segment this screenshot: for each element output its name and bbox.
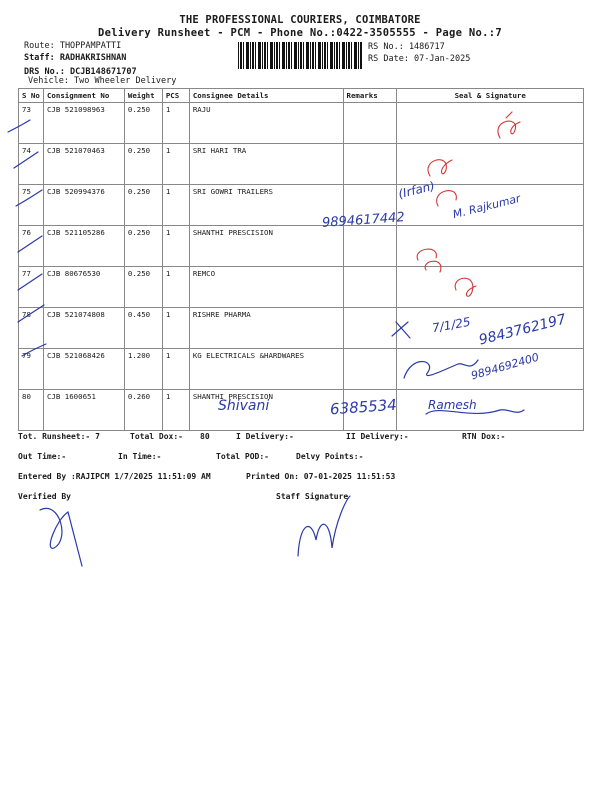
red-scribble xyxy=(428,160,452,176)
col-weight: Weight xyxy=(124,89,162,103)
checkmark xyxy=(18,305,44,322)
route-label: Route: THOPPAMPATTI xyxy=(24,41,122,51)
handwritten-phone-1: 9894617442 xyxy=(321,210,406,231)
handwritten-signature-2: Ramesh xyxy=(428,398,477,412)
printed-on: Printed On: 07-01-2025 11:51:53 xyxy=(246,472,396,481)
cell-consignee: SHANTHI PRESCISION xyxy=(189,226,343,267)
red-scribble xyxy=(498,112,520,138)
cell-sno: 80 xyxy=(19,390,44,431)
entered-by: Entered By :RAJIPCM 1/7/2025 11:51:09 AM xyxy=(18,472,211,481)
cell-consignee: SRI HARI TRA xyxy=(189,144,343,185)
col-seal-signature: Seal & Signature xyxy=(397,89,584,103)
checkmark xyxy=(22,344,46,356)
checkmark xyxy=(18,236,42,252)
cell-pcs: 1 xyxy=(162,390,189,431)
col-pcs: PCS xyxy=(162,89,189,103)
cell-pcs: 1 xyxy=(162,185,189,226)
company-title: THE PROFESSIONAL COURIERS, COIMBATORE xyxy=(179,14,421,26)
cell-pcs: 1 xyxy=(162,144,189,185)
cell-sno: 78 xyxy=(19,308,44,349)
col-sno: S No xyxy=(19,89,44,103)
rtn-dox: RTN Dox:- xyxy=(462,432,506,441)
checkmark xyxy=(8,120,30,132)
cell-consignee: RISHRE PHARMA xyxy=(189,308,343,349)
handwritten-shivani: Shivani xyxy=(218,398,270,414)
cell-sno: 73 xyxy=(19,103,44,144)
cell-sno: 75 xyxy=(19,185,44,226)
cell-pcs: 1 xyxy=(162,226,189,267)
rs-date: RS Date: 07-Jan-2025 xyxy=(368,54,471,64)
cell-consignment: CJB 1600651 xyxy=(43,390,124,431)
cell-pcs: 1 xyxy=(162,349,189,390)
ii-delivery: II Delivery:- xyxy=(346,432,409,441)
cell-consignment: CJB 521098963 xyxy=(43,103,124,144)
checkmark xyxy=(16,190,42,206)
runsheet-subtitle: Delivery Runsheet - PCM - Phone No.:0422-3505555 - Page No.:7 xyxy=(98,27,502,39)
cell-consignment: CJB 521070463 xyxy=(43,144,124,185)
cell-consignee: SRI GOWRI TRAILERS xyxy=(189,185,343,226)
cell-sno: 76 xyxy=(19,226,44,267)
cell-sno: 79 xyxy=(19,349,44,390)
cell-weight: 1.200 xyxy=(124,349,162,390)
staff-signature xyxy=(298,496,350,556)
cell-consignment: CJB 521068426 xyxy=(43,349,124,390)
handwritten-date: 7/1/25 xyxy=(431,314,472,336)
checkmark xyxy=(14,152,38,168)
out-time: Out Time:- xyxy=(18,452,67,461)
col-consignment: Consignment No xyxy=(43,89,124,103)
total-dox-value: 80 xyxy=(200,432,210,441)
handwritten-name-irfan: (Irfan) xyxy=(396,178,437,202)
verified-by-label: Verified By xyxy=(18,492,71,501)
verified-by-signature xyxy=(40,508,82,566)
receiver-signature xyxy=(426,410,524,414)
cell-sno: 74 xyxy=(19,144,44,185)
handwritten-phone-2: 9843762197 xyxy=(477,311,568,349)
cell-weight: 0.450 xyxy=(124,308,162,349)
total-dox-label: Total Dox:- xyxy=(130,432,183,441)
cell-sno: 77 xyxy=(19,267,44,308)
cell-weight: 0.250 xyxy=(124,144,162,185)
cell-consignee: SHANTHI PRESCISION xyxy=(189,390,343,431)
cell-weight: 0.250 xyxy=(124,267,162,308)
cell-weight: 0.250 xyxy=(124,103,162,144)
i-delivery: I Delivery:- xyxy=(236,432,294,441)
rs-number: RS No.: 1486717 xyxy=(368,42,445,52)
cell-consignment: CJB 521105286 xyxy=(43,226,124,267)
red-scribble xyxy=(455,278,476,296)
cell-pcs: 1 xyxy=(162,308,189,349)
cell-consignee: RAJU xyxy=(189,103,343,144)
col-remarks: Remarks xyxy=(343,89,397,103)
receiver-signature xyxy=(404,360,478,378)
delvy-points: Delvy Points:- xyxy=(296,452,364,461)
staff-signature-label: Staff Signature xyxy=(276,492,349,501)
cell-pcs: 1 xyxy=(162,267,189,308)
staff-label: Staff: RADHAKRISHNAN xyxy=(24,53,127,63)
red-scribble xyxy=(417,249,441,272)
drs-number: DRS No.: DCJB148671707 xyxy=(24,67,137,77)
cell-weight: 0.250 xyxy=(124,226,162,267)
cell-consignment: CJB 80676530 xyxy=(43,267,124,308)
cross-mark xyxy=(392,322,410,338)
red-scribble xyxy=(437,191,457,206)
cell-consignee: REMCO xyxy=(189,267,343,308)
cell-consignment: CJB 520994376 xyxy=(43,185,124,226)
handwritten-signature-1: M. Rajkumar xyxy=(451,191,522,222)
vehicle-label: Vehicle: Two Wheeler Delivery xyxy=(28,76,177,86)
in-time: In Time:- xyxy=(118,452,162,461)
col-consignee: Consignee Details xyxy=(189,89,343,103)
cell-weight: 0.260 xyxy=(124,390,162,431)
handwritten-phone-3: 9894692400 xyxy=(469,350,541,383)
total-pod: Total POD:- xyxy=(216,452,269,461)
checkmark xyxy=(18,274,42,290)
cell-pcs: 1 xyxy=(162,103,189,144)
handwritten-phone-4: 6385534 xyxy=(329,395,398,419)
cell-consignment: CJB 521074808 xyxy=(43,308,124,349)
cell-weight: 0.250 xyxy=(124,185,162,226)
total-runsheet: Tot. Runsheet:- 7 xyxy=(18,432,100,441)
cell-consignee: KG ELECTRICALS &HARDWARES xyxy=(189,349,343,390)
